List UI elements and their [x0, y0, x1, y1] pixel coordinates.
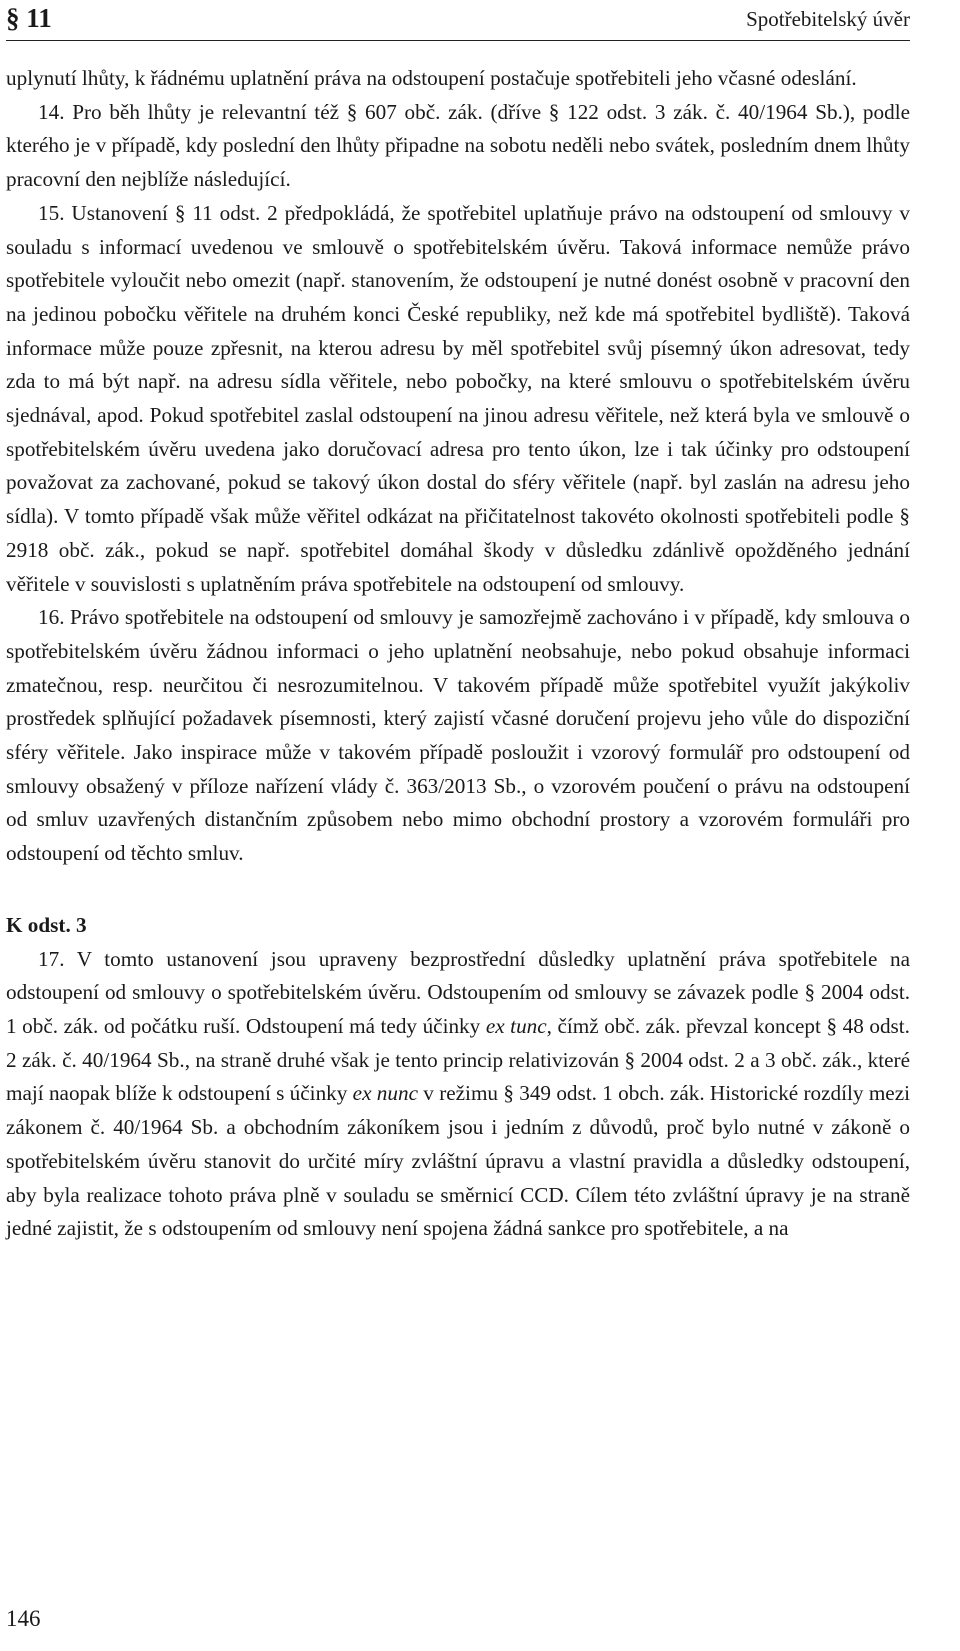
p17-text-e: v režimu § 349 odst. 1 obch. zák. Historické rozdíly mezi zákonem č. 40/1964 Sb. a obchodním zákoníkem jsou i jedním z důvodů, proč bylo nutné v zákoně o spotřebitelském úvěru stanovit do určité míry zvláštní úpravu a vlastní pravidla a důsledky odstoupení, aby byla realizace tohoto práva plně v souladu se směrnicí CCD. Cílem této zvláštní úpravy je na straně jedné zajistit, že s odstoupením od smlouvy není spojena žádná sankce pro spotřebitele, a na [6, 1081, 910, 1241]
section-number: § 11 [6, 3, 52, 33]
p17-text-a: 17. V tomto ustanovení jsou upraveny bezprostřední důsledky uplatnění práva spotřebitele na odstoupení od smlouvy o spotřebitelském úvěru. Odstoupením od smlouvy se závazek podle § 2004 odst. 1 obč. zák. od počátku ruší. Odstoupení má tedy účinky [6, 946, 910, 1038]
paragraph-14: 14. Pro běh lhůty je relevantní též § 607 obč. zák. (dříve § 122 odst. 3 zák. č. 40/1964 Sb.), podle kterého je v případě, kdy poslední den lhůty připadne na sobotu neděli nebo svátek, posledním dnem lhůty pracovní den nejblíže následující. [6, 99, 910, 192]
p17-italic-ex-nunc: ex nunc [352, 1081, 418, 1106]
page-body [6, 62, 910, 1246]
p17-italic-ex-tunc: ex tunc [485, 1013, 547, 1038]
paragraph-16: 16. Právo spotřebitele na odstoupení od smlouvy je samozřejmě zachováno i v případě, kdy smlouva o spotřebitelském úvěru žádnou informaci o jeho uplatnění neobsahuje, nebo pokud obsahuje informaci zmatečnou, resp. neurčitou či nesrozumitelnou. V takovém případě může spotřebitel využít jakýkoliv prostředek splňující požadavek písemnosti, který zajistí včasné doručení projevu jeho vůle do dispoziční sféry věřitele. Jako inspirace může v takovém případě posloužit i vzorový formulář pro odstoupení od smlouvy obsažený v příloze nařízení vlády č. 363/2013 Sb., o vzorovém poučení o právu na odstoupení od smluv uzavřených distančním způsobem nebo mimo obchodní prostory a vzorovém formuláři pro odstoupení od těchto smluv. [6, 605, 910, 866]
paragraph-15: 15. Ustanovení § 11 odst. 2 předpokládá, že spotřebitel uplatňuje právo na odstoupení od smlouvy v souladu s informací uvedenou ve smlouvě o spotřebitelském úvěru. Taková informace nemůže právo spotřebitele vyloučit nebo omezit (např. stanovením, že odstoupení je nutné donést osobně v pracovní den na jedinou pobočku věřitele na druhém konci České republiky, než kde má spotřebitel bydliště). Taková informace může pouze zpřesnit, na kterou adresu by měl spotřebitel svůj písemný úkon adresovat, tedy zda to má být např. na adresu sídla věřitele, nebo pobočky, na které smlouvu o spotřebitelském úvěru sjednával, apod. Pokud spotřebitel zaslal odstoupení na jinou adresu věřitele, než která byla ve smlouvě o spotřebitelském úvěru uvedena jako doručovací adresa pro tento úkon, lze i tak účinky pro odstoupení považovat za zachované, pokud se takový úkon dostal do sféry věřitele (např. byl zaslán na adresu jeho sídla). V tomto případě však může věřitel odkázat na přičitatelnost takovéto okolnosti spotřebiteli podle § 2918 obč. zák., pokud se např. spotřebitel domáhal škody v důsledku zdánlivě opožděného jednání věřitele v souvislosti s uplatněním práva spotřebitele na odstoupení od smlouvy. [6, 200, 910, 596]
page-header [6, 0, 910, 41]
paragraph-17 [6, 943, 910, 1246]
page-number: 146 [6, 1606, 41, 1631]
p17-text-c: , čímž obč. zák. převzal koncept § 48 odst. 2 zák. č. 40/1964 Sb., na straně druhé však je tento princip relativizován § 2004 odst. 2 a 3 obč. zák., které mají naopak blíže k odstoupení s účinky [6, 1013, 910, 1106]
running-title: Spotřebitelský úvěr [746, 7, 910, 31]
paragraph-continued: uplynutí lhůty, k řádnému uplatnění práva na odstoupení postačuje spotřebiteli jeho včasné odeslání. [6, 66, 857, 90]
section-heading: K odst. 3 [6, 912, 87, 937]
